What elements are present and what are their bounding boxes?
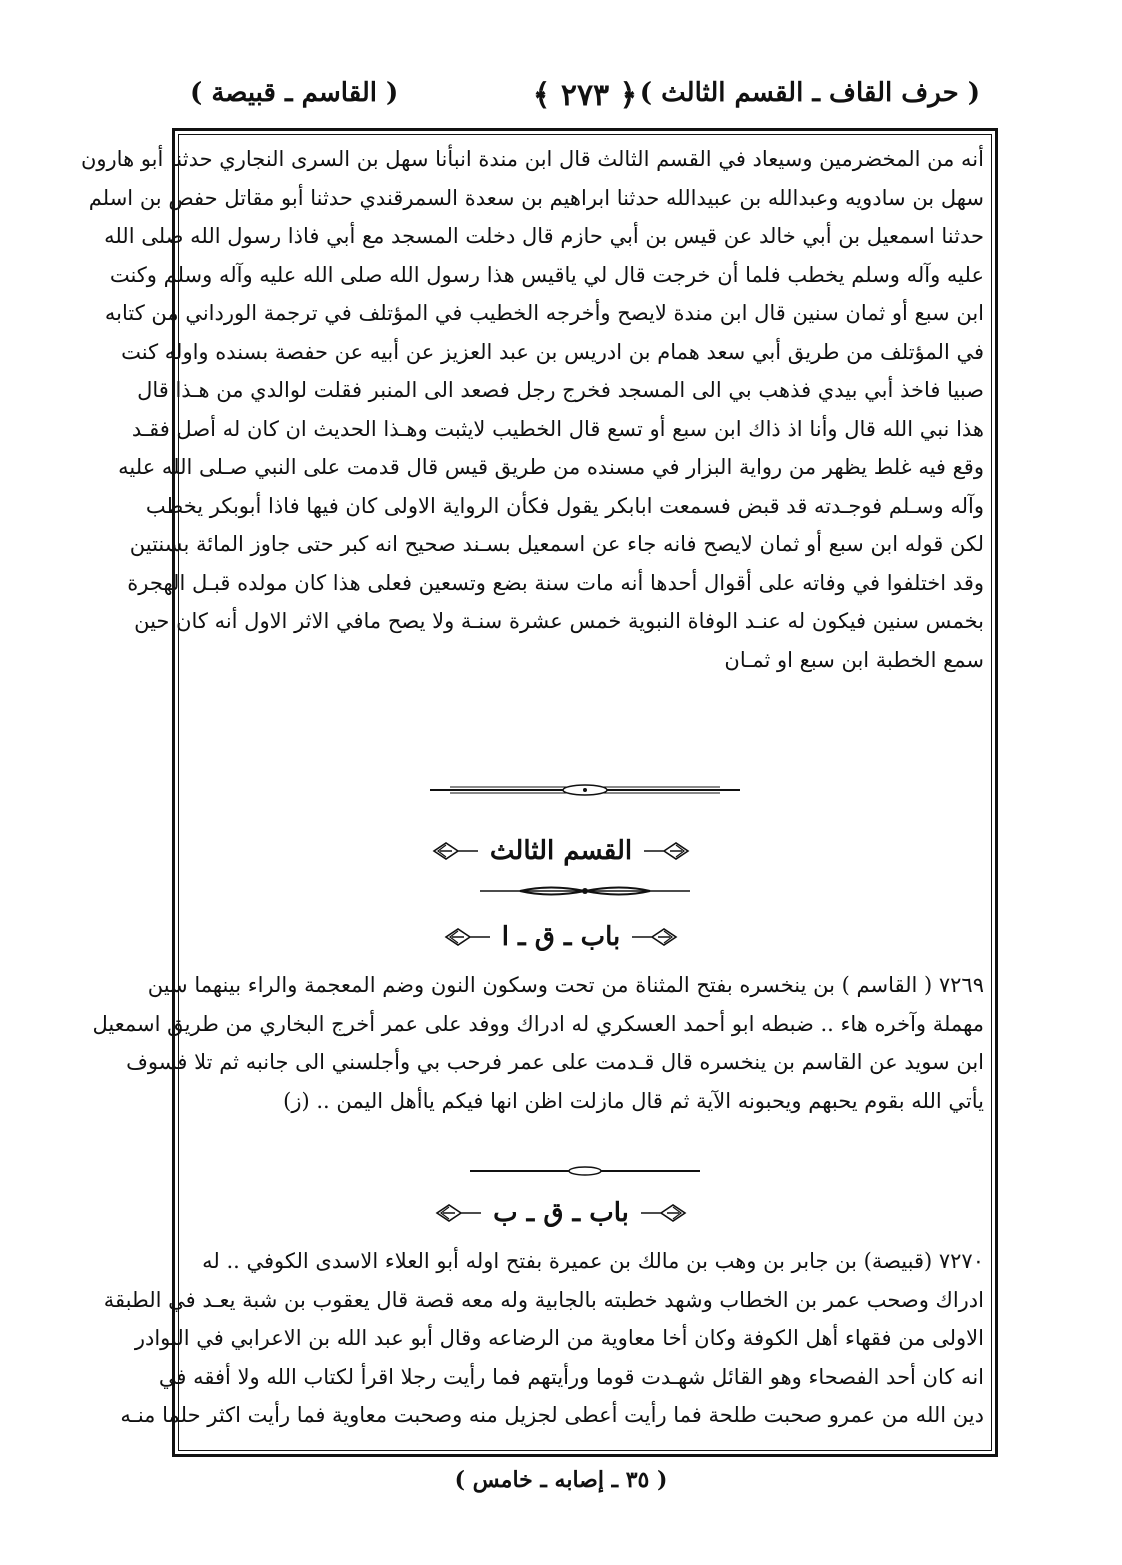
section-title: القسم الثالث <box>489 836 633 866</box>
text-line: ادراك وصحب عمر بن الخطاب وشهد خطبته بالجابية وله معه قصة قال يعقوب بن شبة يعـد في الطبقة <box>103 1287 984 1312</box>
text-line: وآله وسـلم فوجـدته قد قبض فسمعت ابابكر يقول فكأن الرواية الاولى كان فيها فاذا أبوبكر يخطب <box>145 493 984 518</box>
page-footer-signature: ( ٣٥ ـ إصابه ـ خامس ) <box>454 1467 668 1493</box>
text-line: ٧٢٦٩ ( القاسم ) بن ينخسره بفتح المثناة من تحت وسكون النون وضم المعجمة والراء بينهما سين <box>147 973 984 997</box>
text-line: عليه وآله وسلم يخطب فلما أن خرجت قال لي ياقيس هذا رسول الله صلى الله عليه وآله وسلم وكنت <box>109 262 984 287</box>
text-line: ابن سويد عن القاسم بن ينخسره قال قـدمت على عمر فرحب بي وأجلسني الى جانبه ثم تلا فسوف <box>126 1050 984 1074</box>
ornament-left-icon <box>435 1202 483 1224</box>
ornamental-divider <box>480 884 690 898</box>
text-line: صبيا فاخذ أبي بيدي فذهب بي الى المسجد فخرج رجل فصعد الى المنبر فقلت لوالدي من هـذا قال <box>137 378 984 402</box>
entry-7270-qabisa <box>103 1242 984 1435</box>
text-line: انه كان أحد الفصحاء وهو القائل شهـدت قوما ورأيتهم فما رأيت رجلا اقرأ لكتاب الله ولا أفقه في <box>158 1364 984 1389</box>
text-line: لكن قوله ابن سبع أو ثمان لايصح فانه جاء عن اسمعيل بسـند صحيح انه كبر حتى جاوز المائة بسنتين <box>129 532 984 556</box>
ornamental-divider <box>430 783 740 797</box>
text-block-continuation <box>80 140 984 679</box>
bab-title: باب ـ ق ـ ب <box>493 1198 629 1228</box>
page-number: ﴿ ٢٧٣ ﴾ <box>532 78 638 113</box>
text-line: مهملة وآخره هاء .. ضبطه ابو أحمد العسكري له ادراك ووفد على عمر أخرج البخاري من طريق اسمعيل <box>92 1011 984 1036</box>
ornament-left-icon <box>432 840 480 862</box>
entry-7269-qasim <box>92 966 984 1120</box>
text-line: الاولى من فقهاء أهل الكوفة وكان أخا معاوية من الرضاعه وقال أبو عبد الله بن الاعرابي في النوادر <box>134 1326 984 1350</box>
text-line: يأتي الله بقوم يحبهم ويحبونه الآية ثم قال مازلت اظن انها فيكم ياأهل اليمن .. (ز) <box>283 1088 984 1113</box>
bab-heading-qaf-ba <box>0 1198 1122 1231</box>
text-line: ابن سبع أو ثمان سنين قال ابن مندة لايصح وأخرجه الخطيب في المؤتلف في ترجمة الورداني من كتابه <box>104 301 984 325</box>
text-line: سمع الخطبة ابن سبع او ثمـان <box>724 647 984 672</box>
text-line: حدثنا اسمعيل بن أبي خالد عن قيس بن أبي حازم قال دخلت المسجد مع أبي فاذا رسول الله صلى الله <box>104 224 984 248</box>
header-chapter-title: ( حرف القاف ـ القسم الثالث ) <box>639 78 980 108</box>
ornament-right-icon <box>630 926 678 948</box>
ornament-right-icon <box>642 840 690 862</box>
text-line: وقع فيه غلط يظهر من رواية البزار في مسنده من طريق قيس قال قدمت على النبي صـلى الله عليه <box>118 455 984 479</box>
text-line: ٧٢٧٠ (قبيصة) بن جابر بن وهب بن مالك بن عميرة بفتح اوله أبو العلاء الاسدى الكوفي .. له <box>202 1249 984 1273</box>
section-heading <box>0 836 1122 869</box>
text-line: هذا نبي الله قال وأنا اذ ذاك ابن سبع أو تسع قال الخطيب لايثبت وهـذا الحديث ان كان له أصل فقـد <box>131 416 984 441</box>
ornament-right-icon <box>639 1202 687 1224</box>
bab-heading-qaf-alif <box>0 922 1122 955</box>
text-line: في المؤتلف من طريق أبي سعد همام بن ادريس بن عبد العزيز عن أبيه عن حفصة بسنده واوله كنت <box>121 339 984 364</box>
ornamental-divider <box>470 1164 700 1178</box>
bab-title: باب ـ ق ـ ا <box>501 922 621 952</box>
running-header <box>190 78 980 122</box>
text-line: أنه من المخضرمين وسيعاد في القسم الثالث قال ابن مندة انبأنا سهل بن السرى النجاري حدثنا أبو هارون <box>80 147 984 171</box>
header-entry-range: ( القاسم ـ قبيصة ) <box>190 78 399 108</box>
text-line: سهل بن سادويه وعبدالله بن عبيدالله حدثنا ابراهيم بن سعدة السمرقندي حدثنا أبو مقاتل حفص بن اسلم <box>88 185 984 210</box>
text-line: وقد اختلفوا في وفاته على أقوال أحدها أنه مات سنة بضع وتسعين فعلى هذا كان مولده قبـل الهجرة <box>127 570 984 595</box>
text-line: بخمس سنين فيكون له عنـد الوفاة النبوية خمس عشرة سنـة ولا يصح مافي الاثر الاول أنه كان حين <box>134 609 984 633</box>
text-line: دين الله من عمرو صحبت طلحة فما رأيت أعطى لجزيل منه وصحبت معاوية فما رأيت اكثر حلما منـه <box>120 1403 984 1427</box>
ornament-left-icon <box>444 926 492 948</box>
